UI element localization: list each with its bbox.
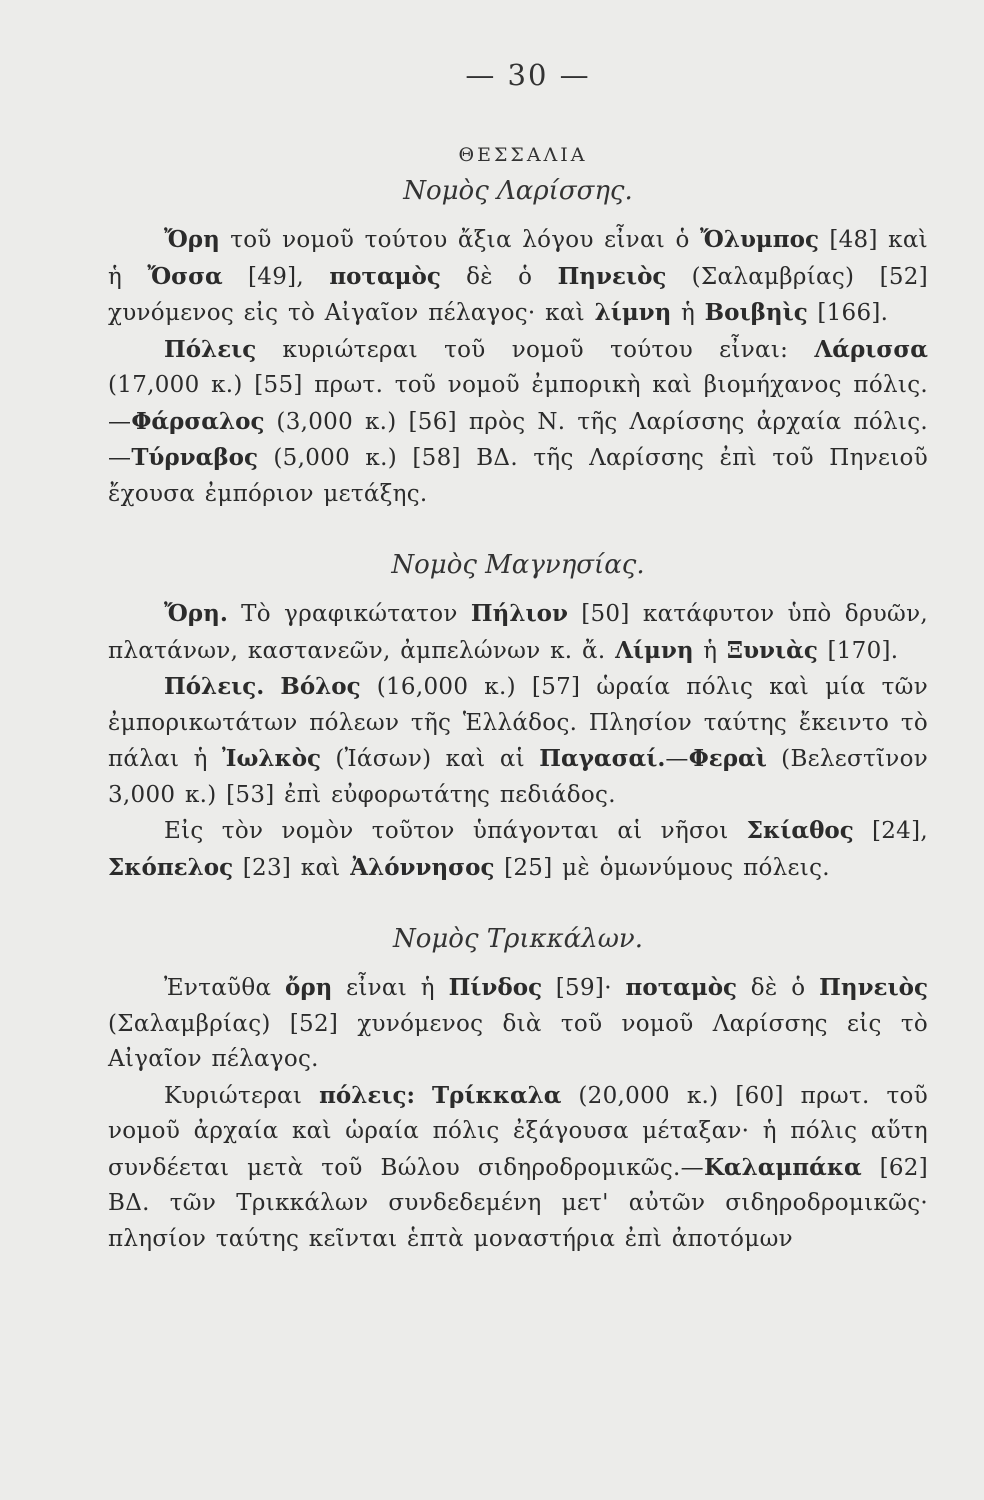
bold-term: Ὄρη.: [164, 600, 228, 627]
paragraph: [108, 813, 928, 886]
text-run: Εἰς τὸν νομὸν τοῦτον ὑπάγονται αἱ νῆσοι: [164, 818, 747, 844]
bold-term: Ὄρη: [164, 226, 220, 253]
bold-term: Πίνδος: [448, 974, 543, 1001]
text-run: [170].: [817, 637, 899, 664]
text-run: [264, 674, 280, 700]
bold-term: Λάρισσα: [814, 335, 928, 363]
text-run: (Σαλαμβρίας) [52] χυνόμενος εἰς τὸ Αἰγαῖον πέλαγος· καὶ: [108, 263, 928, 326]
bold-term: πόλεις:: [319, 1081, 416, 1109]
bold-term: Σκόπελος: [108, 853, 234, 881]
paragraph: [108, 1078, 928, 1258]
text-run: [48] καὶ ἡ: [108, 227, 928, 290]
bold-term: Βοιβηὶς: [704, 299, 808, 326]
paragraph: [108, 332, 928, 513]
text-run: —: [665, 746, 689, 772]
text-run: Τὸ γραφικώτατον: [227, 601, 471, 627]
text-run: [25] μὲ ὁμωνύμους πόλεις.: [494, 854, 830, 881]
text-run: δὲ ὁ: [440, 263, 558, 290]
text-run: (5,000 κ.) [58] ΒΔ. τῆς Λαρίσσης ἐπὶ τοῦ Πηνειοῦ ἔχουσα ἐμπόριον μετάξης.: [108, 445, 928, 507]
text-run: ἡ: [693, 637, 727, 664]
text-run: (16,000 κ.) [57] ὡραία πόλις καὶ μία τῶν ἐμπορικωτάτων πόλεων τῆς Ἑλλάδος. Πλησίον ταύτης ἔκειντο τὸ πάλαι ἡ: [108, 674, 928, 772]
text-run: (Βελεστῖνον 3,000 κ.) [53] ἐπὶ εὐφορωτάτης πεδιάδος.: [108, 746, 929, 808]
bold-term: Φεραὶ: [688, 745, 767, 772]
text-run: τοῦ νομοῦ τούτου ἄξια λόγου εἶναι ὁ: [219, 227, 701, 253]
paragraph: [108, 970, 928, 1078]
text-run: [24],: [853, 818, 928, 844]
text-run: Ἐνταῦθα: [164, 975, 286, 1001]
text-run: δὲ ὁ: [737, 975, 820, 1001]
text-run: ἡ: [671, 300, 705, 326]
text-run: (17,000 κ.) [55] πρωτ. τοῦ νομοῦ ἐμπορικὴ καὶ βιομήχανος πόλις.—: [108, 372, 928, 435]
bold-term: Ὄσσα: [147, 262, 223, 290]
section-title: Νομὸς Μαγνησίας.: [391, 550, 645, 580]
text-run: (Ἰάσων) καὶ αἱ: [321, 746, 540, 772]
text-run: (Σαλαμβρίας) [52] χυνόμενος διὰ τοῦ νομοῦ Λαρίσσης εἰς τὸ Αἰγαῖον πέλαγος.: [108, 1010, 928, 1072]
text-run: Κυριώτεραι: [164, 1082, 320, 1109]
text-run: (20,000 κ.) [60] πρωτ. τοῦ νομοῦ ἀρχαία καὶ ὡραία πόλις ἐξάγουσα μέταξαν· ἡ πόλις αὕτη συνδέεται μετὰ τοῦ Βώλου σιδηροδρομικῶς.—: [108, 1082, 928, 1181]
text-run: [50] κατάφυτον ὑπὸ δρυῶν, πλατάνων, καστανεῶν, ἀμπελώνων κ. ἄ.: [108, 601, 928, 664]
bold-term: Τρίκκαλα: [431, 1081, 562, 1109]
section-title: Νομὸς Λαρίσσης.: [403, 176, 633, 206]
bold-term: Ξυνιὰς: [726, 636, 818, 664]
paragraph: [108, 222, 928, 332]
text-run: [59]·: [542, 975, 626, 1001]
bold-term: Φάρσαλος: [131, 407, 265, 435]
bold-term: ποταμὸς: [625, 974, 738, 1001]
text-run: κυριώτεραι τοῦ νομοῦ τούτου εἶναι:: [256, 336, 815, 363]
page-body: [108, 176, 928, 1257]
bold-term: Πηνειὸς: [819, 974, 928, 1001]
text-run: [166].: [807, 300, 889, 326]
paragraph: [108, 596, 928, 669]
text-run: (3,000 κ.) [56] πρὸς Ν. τῆς Λαρίσσης ἀρχαία πόλις.—: [108, 408, 928, 471]
bold-term: Τύρναβος: [131, 444, 258, 471]
chapter-title: ΘΕΣΣΑΛΙΑ: [458, 144, 588, 166]
bold-term: Παγασαί.: [539, 745, 666, 772]
bold-term: Λίμνη: [615, 636, 694, 664]
bold-term: Ἀλόννησος: [350, 853, 495, 881]
bold-term: Πηνειὸς: [557, 262, 667, 290]
bold-term: Πήλιον: [470, 600, 568, 627]
section-title: Νομὸς Τρικκάλων.: [392, 924, 643, 954]
bold-term: Πόλεις: [164, 335, 257, 363]
bold-term: Καλαμπάκα: [703, 1153, 862, 1181]
bold-term: Ὄλυμπος: [700, 226, 819, 253]
bold-term: λίμνη: [594, 299, 672, 326]
bold-term: ὄρη: [285, 974, 333, 1001]
bold-term: Πόλεις.: [164, 673, 265, 700]
paragraph: [108, 669, 928, 813]
text-run: [23] καὶ: [233, 854, 351, 881]
page-number: — 30 —: [465, 58, 591, 92]
text-run: [62] ΒΔ. τῶν Τρικκάλων συνδεδεμένη μετ' αὐτῶν σιδηροδρομικῶς· πλησίον ταύτης κεῖνται ἑπτὰ μοναστήρια ἐπὶ ἀποτόμων: [108, 1154, 928, 1252]
text-run: [415, 1083, 432, 1109]
bold-term: Βόλος: [280, 673, 361, 700]
bold-term: ποταμὸς: [329, 262, 441, 290]
bold-term: Σκίαθος: [746, 817, 854, 844]
text-run: [49],: [222, 263, 330, 290]
text-run: εἶναι ἡ: [332, 975, 449, 1001]
bold-term: Ἰωλκὸς: [221, 745, 322, 772]
